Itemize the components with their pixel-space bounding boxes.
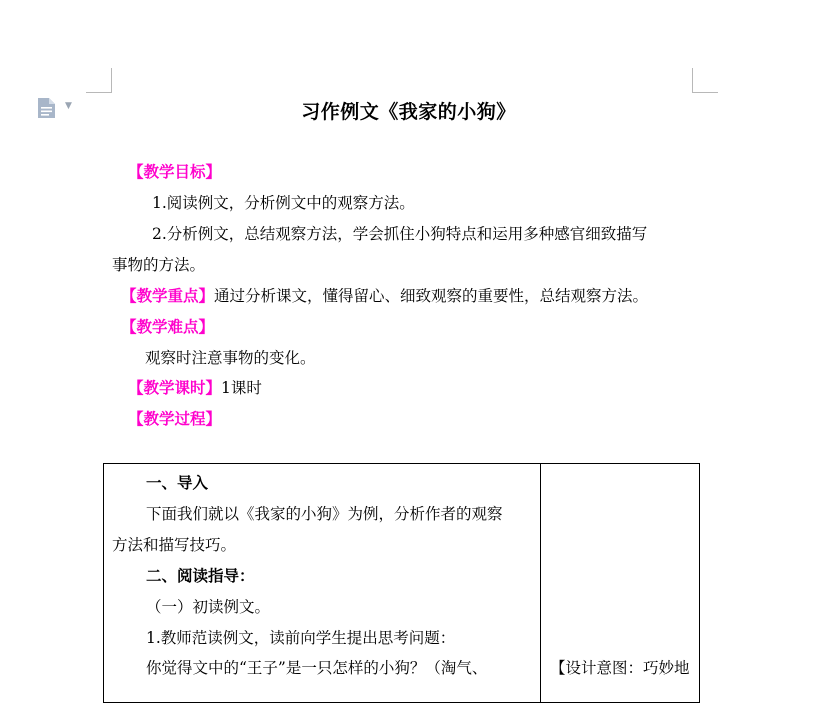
teaching-goal-2-cont: 事物的方法。 (112, 256, 206, 274)
teaching-period-text: 1课时 (221, 379, 262, 397)
teaching-key-text: 通过分析课文，懂得留心、细致观察的重要性，总结观察方法。 (214, 287, 649, 305)
teaching-key-point (121, 286, 648, 306)
table-column-divider (540, 464, 541, 702)
reading-subheading: （一）初读例文。 (146, 598, 271, 616)
teaching-difficulty-heading: 【教学难点】 (121, 317, 215, 336)
intro-heading: 一、导入 (146, 473, 209, 492)
intro-paragraph-line2: 方法和描写技巧。 (112, 536, 237, 554)
teaching-goal-2: 2.分析例文，总结观察方法，学会抓住小狗特点和运用多种感官细致描写 (152, 225, 648, 243)
reading-question: 你觉得文中的“王子”是一只怎样的小狗？（淘气、 (146, 659, 488, 677)
lesson-table (103, 463, 700, 703)
intro-paragraph-line1: 下面我们就以《我家的小狗》为例，分析作者的观察 (146, 505, 503, 523)
design-intent-note: 【设计意图：巧妙地 (550, 659, 690, 677)
document-title: 习作例文《我家的小狗》 (301, 101, 516, 123)
teaching-key-heading: 【教学重点】 (121, 286, 215, 305)
reading-heading: 二、阅读指导： (146, 566, 255, 585)
teaching-period-heading: 【教学课时】 (128, 378, 222, 397)
teaching-period (128, 378, 262, 398)
teaching-difficulty-text: 观察时注意事物的变化。 (145, 349, 316, 367)
teaching-process-heading: 【教学过程】 (128, 409, 222, 428)
reading-item-1: 1.教师范读例文，读前向学生提出思考问题： (146, 629, 456, 647)
chevron-down-icon: ▼ (65, 101, 72, 111)
teaching-goal-1: 1.阅读例文，分析例文中的观察方法。 (152, 194, 415, 212)
page-corner-top-right (692, 68, 718, 93)
teaching-goal-heading: 【教学目标】 (128, 162, 222, 181)
page-corner-top-left (86, 68, 112, 93)
